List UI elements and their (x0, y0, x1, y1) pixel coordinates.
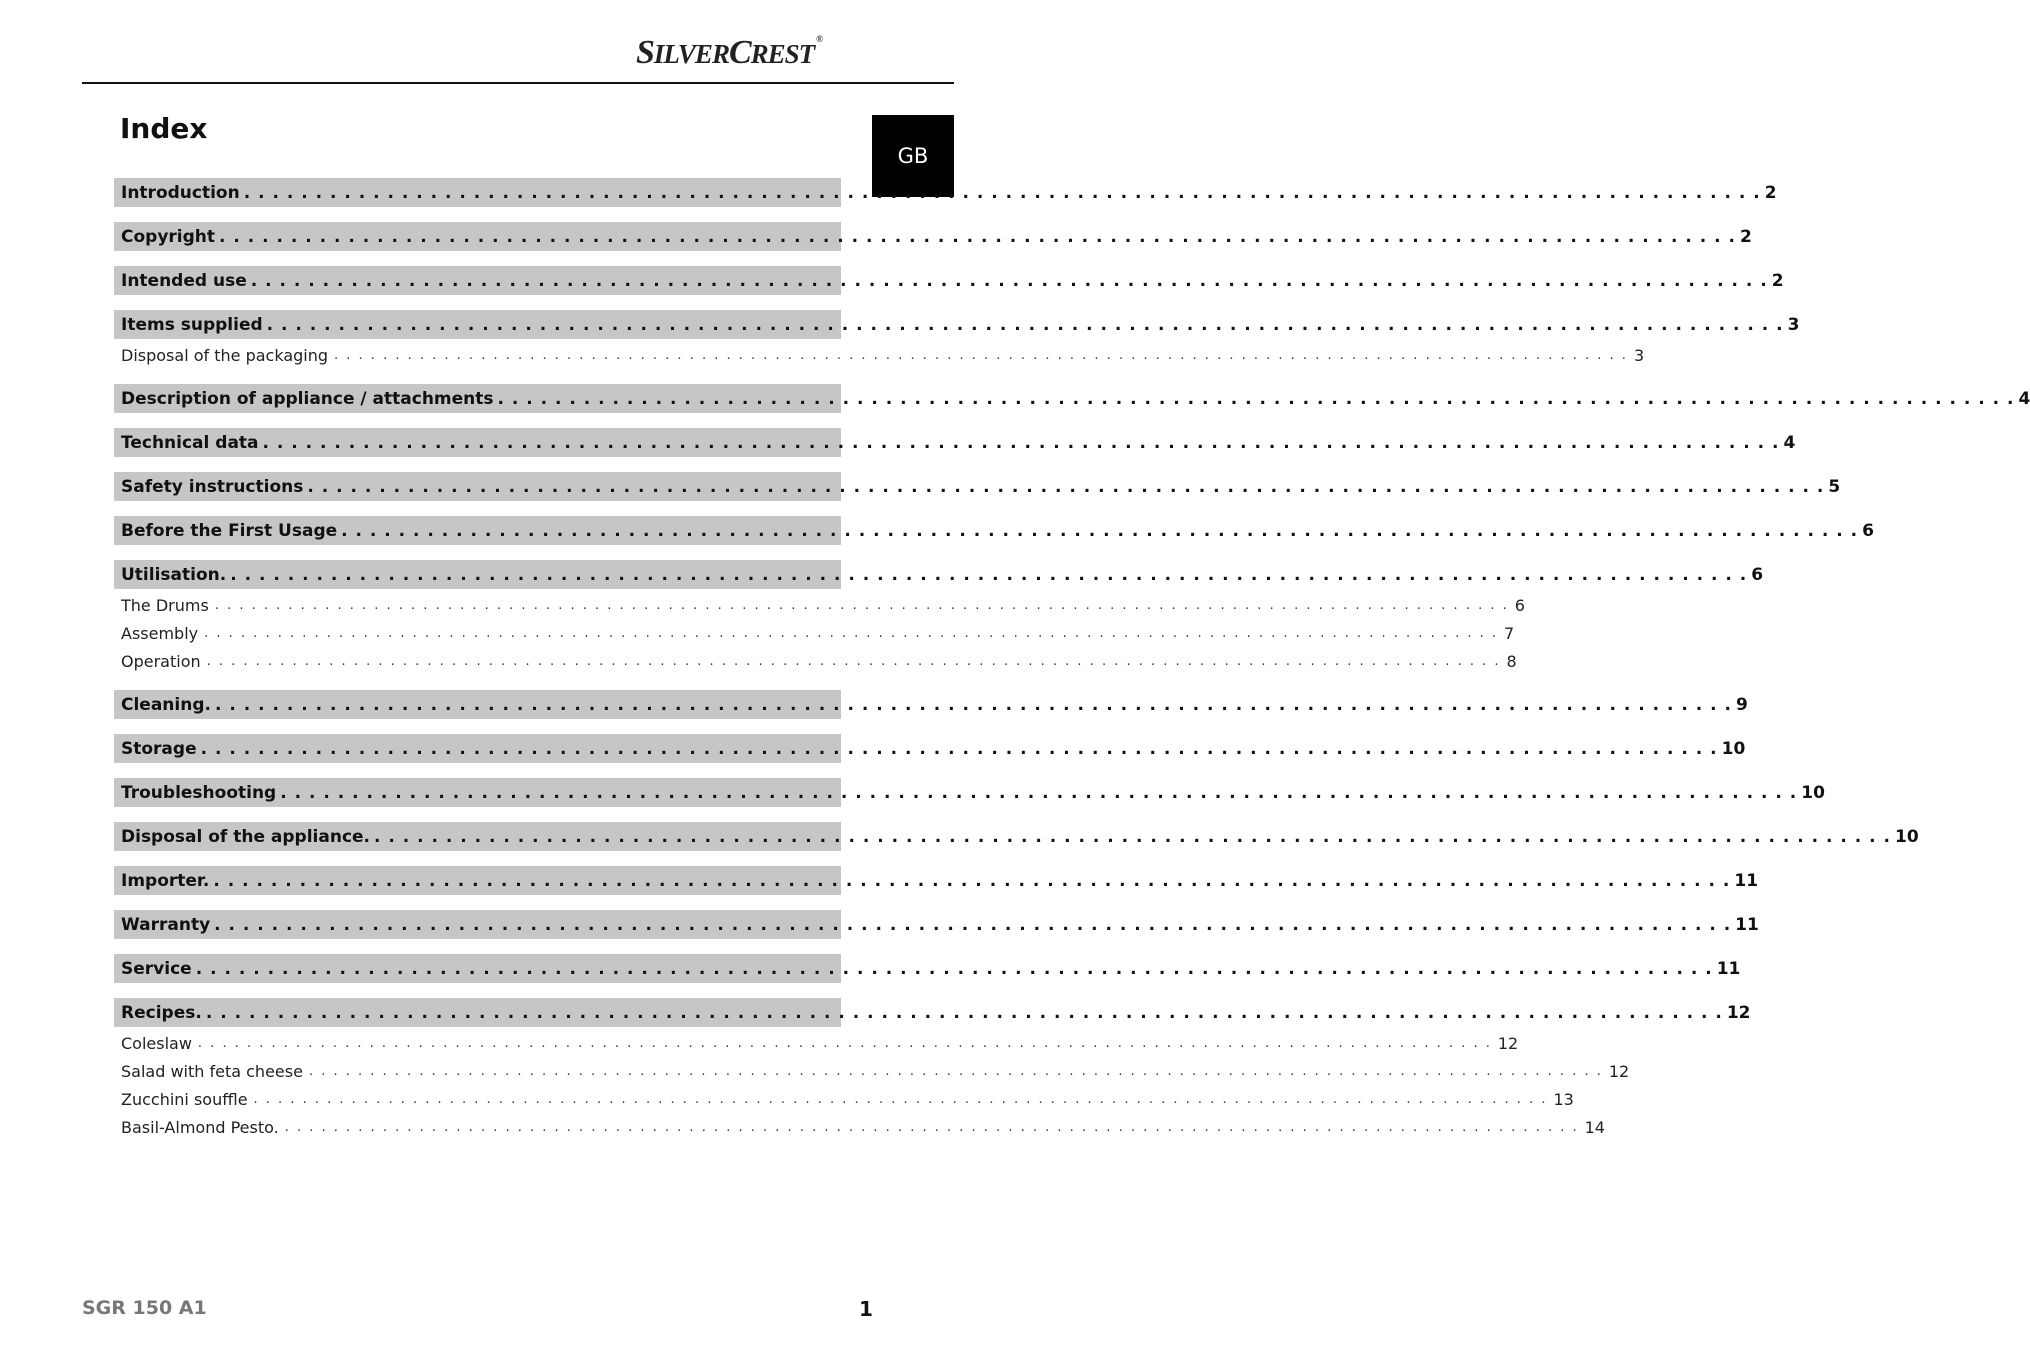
toc-label: Zucchini souffle (121, 1089, 248, 1109)
toc-subsection[interactable] (114, 591, 1525, 619)
dot-leader: . . . . . . . . . . . . . . . . . . . . . . . . . . . . . . . . . . . . . . . . . . . . . . . . . . . . . . . . . . . . . . . . . . . . . . . . . . . . . . . . . . . . . . . . . . . . . . . . . . . . . . . . . . (205, 1002, 1723, 1023)
toc-section[interactable] (114, 428, 1796, 457)
toc-label: Operation (121, 651, 201, 671)
dot-leader: . . . . . . . . . . . . . . . . . . . . . . . . . . . . . . . . . . . . . . . . . . . . . . . . . . . . . . . . . . . . . . . . . . . . . . . . . . . . . . . . . . . . . . . . . . . . . . . . . . . . . . . . . . (374, 826, 1892, 847)
toc-page: 12 (1608, 1061, 1630, 1081)
toc-page: 12 (1726, 1002, 1751, 1023)
toc-subsection[interactable] (114, 1113, 1605, 1141)
toc-page: 2 (1771, 270, 1784, 291)
toc-subsection[interactable] (114, 341, 1645, 369)
toc-section[interactable] (114, 266, 1784, 295)
dot-leader: . . . . . . . . . . . . . . . . . . . . . . . . . . . . . . . . . . . . . . . . . . . . . . . . . . . . . . . . . . . . . . . . . . . . . . . . . . . . . . . . . . . . . . . . . . . . . . . . . . . . . . . . . . (206, 653, 1501, 669)
toc-section[interactable] (114, 734, 1746, 763)
toc-section[interactable] (114, 310, 1800, 339)
toc-label: Technical data (121, 432, 259, 453)
toc-section[interactable] (114, 222, 1752, 251)
toc-label: Disposal of the appliance. (121, 826, 371, 847)
toc-label: Intended use (121, 270, 247, 291)
brand-logo: SILVERCREST ® (636, 34, 822, 71)
toc-section[interactable] (114, 998, 1751, 1027)
toc-page: 11 (1734, 870, 1759, 891)
toc-label: Storage (121, 738, 197, 759)
toc-label: Disposal of the packaging (121, 345, 329, 365)
toc-page: 4 (1783, 432, 1796, 453)
toc-label: Importer. (121, 870, 210, 891)
toc-label: Salad with feta cheese (121, 1061, 303, 1081)
toc-page: 3 (1787, 314, 1800, 335)
toc-label: Service (121, 958, 192, 979)
toc-page: 11 (1716, 958, 1741, 979)
toc-page: 6 (1751, 564, 1764, 585)
toc-page: 11 (1735, 914, 1759, 935)
toc-page: 12 (1497, 1033, 1519, 1053)
toc-page: 4 (2018, 388, 2030, 409)
table-of-contents (114, 178, 2030, 1141)
toc-page: 10 (1895, 826, 1919, 847)
toc-section[interactable] (114, 516, 1874, 545)
dot-leader: . . . . . . . . . . . . . . . . . . . . . . . . . . . . . . . . . . . . . . . . . . . . . . . . . . . . . . . . . . . . . . . . . . . . . . . . . . . . . . . . . . . . . . . . . . . . . . . . . . . . . . . . . . (243, 182, 1761, 203)
toc-label: Utilisation. (121, 564, 227, 585)
toc-section[interactable] (114, 866, 1759, 895)
toc-page: 9 (1735, 694, 1748, 715)
page-title: Index (120, 112, 208, 145)
dot-leader: . . . . . . . . . . . . . . . . . . . . . . . . . . . . . . . . . . . . . . . . . . . . . . . . . . . . . . . . . . . . . . . . . . . . . . . . . . . . . . . . . . . . . . . . . . . . . . . . . . . . . . . . . . (341, 520, 1859, 541)
toc-subsection[interactable] (114, 1057, 1630, 1085)
dot-leader: . . . . . . . . . . . . . . . . . . . . . . . . . . . . . . . . . . . . . . . . . . . . . . . . . . . . . . . . . . . . . . . . . . . . . . . . . . . . . . . . . . . . . . . . . . . . . . . . . . . . . . . . . . (284, 1119, 1579, 1135)
dot-leader: . . . . . . . . . . . . . . . . . . . . . . . . . . . . . . . . . . . . . . . . . . . . . . . . . . . . . . . . . . . . . . . . . . . . . . . . . . . . . . . . . . . . . . . . . . . . . . . . . . . . . . . . . . (197, 1035, 1492, 1051)
dot-leader: . . . . . . . . . . . . . . . . . . . . . . . . . . . . . . . . . . . . . . . . . . . . . . . . . . . . . . . . . . . . . . . . . . . . . . . . . . . . . . . . . . . . . . . . . . . . . . . . . . . . . . . . . . (497, 388, 2015, 409)
toc-label: Assembly (121, 623, 199, 643)
dot-leader: . . . . . . . . . . . . . . . . . . . . . . . . . . . . . . . . . . . . . . . . . . . . . . . . . . . . . . . . . . . . . . . . . . . . . . . . . . . . . . . . . . . . . . . . . . . . . . . . . . . . . . . . . . (334, 347, 1628, 363)
model-number: SGR 150 A1 (82, 1297, 207, 1319)
dot-leader: . . . . . . . . . . . . . . . . . . . . . . . . . . . . . . . . . . . . . . . . . . . . . . . . . . . . . . . . . . . . . . . . . . . . . . . . . . . . . . . . . . . . . . . . . . . . . . . . . . . . . . . . . . (280, 782, 1798, 803)
language-label: GB (897, 144, 929, 168)
toc-subsection[interactable] (114, 647, 1517, 675)
toc-page: 2 (1740, 226, 1752, 247)
dot-leader: . . . . . . . . . . . . . . . . . . . . . . . . . . . . . . . . . . . . . . . . . . . . . . . . . . . . . . . . . . . . . . . . . . . . . . . . . . . . . . . . . . . . . . . . . . . . . . . . . . . . . . . . . . (307, 476, 1825, 497)
toc-label: Coleslaw (121, 1033, 192, 1053)
toc-page: 3 (1633, 345, 1645, 365)
dot-leader: . . . . . . . . . . . . . . . . . . . . . . . . . . . . . . . . . . . . . . . . . . . . . . . . . . . . . . . . . . . . . . . . . . . . . . . . . . . . . . . . . . . . . . . . . . . . . . . . . . . . . . . . . . (214, 914, 1732, 935)
dot-leader: . . . . . . . . . . . . . . . . . . . . . . . . . . . . . . . . . . . . . . . . . . . . . . . . . . . . . . . . . . . . . . . . . . . . . . . . . . . . . . . . . . . . . . . . . . . . . . . . . . . . . . . . . . (230, 564, 1748, 585)
toc-page: 14 (1584, 1117, 1605, 1137)
toc-label: Safety instructions (121, 476, 304, 497)
dot-leader: . . . . . . . . . . . . . . . . . . . . . . . . . . . . . . . . . . . . . . . . . . . . . . . . . . . . . . . . . . . . . . . . . . . . . . . . . . . . . . . . . . . . . . . . . . . . . . . . . . . . . . . . . . (195, 958, 1713, 979)
toc-page: 13 (1553, 1089, 1574, 1109)
toc-section[interactable] (114, 822, 1919, 851)
toc-page: 10 (1721, 738, 1746, 759)
dot-leader: . . . . . . . . . . . . . . . . . . . . . . . . . . . . . . . . . . . . . . . . . . . . . . . . . . . . . . . . . . . . . . . . . . . . . . . . . . . . . . . . . . . . . . . . . . . . . . . . . . . . . . . . . . (262, 432, 1780, 453)
toc-label: Items supplied (121, 314, 263, 335)
page-number: 1 (859, 1297, 873, 1321)
dot-leader: . . . . . . . . . . . . . . . . . . . . . . . . . . . . . . . . . . . . . . . . . . . . . . . . . . . . . . . . . . . . . . . . . . . . . . . . . . . . . . . . . . . . . . . . . . . . . . . . . . . . . . . . . . (219, 226, 1737, 247)
toc-section[interactable] (114, 690, 1748, 719)
toc-page: 10 (1801, 782, 1825, 803)
toc-label: The Drums (121, 595, 209, 615)
toc-page: 2 (1764, 182, 1777, 203)
dot-leader: . . . . . . . . . . . . . . . . . . . . . . . . . . . . . . . . . . . . . . . . . . . . . . . . . . . . . . . . . . . . . . . . . . . . . . . . . . . . . . . . . . . . . . . . . . . . . . . . . . . . . . . . . . (250, 270, 1768, 291)
dot-leader: . . . . . . . . . . . . . . . . . . . . . . . . . . . . . . . . . . . . . . . . . . . . . . . . . . . . . . . . . . . . . . . . . . . . . . . . . . . . . . . . . . . . . . . . . . . . . . . . . . . . . . . . . . (214, 694, 1732, 715)
dot-leader: . . . . . . . . . . . . . . . . . . . . . . . . . . . . . . . . . . . . . . . . . . . . . . . . . . . . . . . . . . . . . . . . . . . . . . . . . . . . . . . . . . . . . . . . . . . . . . . . . . . . . . . . . . (308, 1063, 1603, 1079)
toc-label: Introduction (121, 182, 240, 203)
toc-section[interactable] (114, 560, 1764, 589)
dot-leader: . . . . . . . . . . . . . . . . . . . . . . . . . . . . . . . . . . . . . . . . . . . . . . . . . . . . . . . . . . . . . . . . . . . . . . . . . . . . . . . . . . . . . . . . . . . . . . . . . . . . . . . . . . (204, 625, 1499, 641)
toc-section[interactable] (114, 910, 1759, 939)
toc-section[interactable] (114, 384, 2030, 413)
toc-page: 7 (1504, 623, 1515, 643)
toc-label: Recipes. (121, 1002, 202, 1023)
toc-page: 6 (1514, 595, 1525, 615)
toc-page: 5 (1828, 476, 1841, 497)
toc-section[interactable] (114, 472, 1841, 501)
toc-label: Basil-Almond Pesto. (121, 1117, 279, 1137)
toc-section[interactable] (114, 178, 1777, 207)
toc-label: Description of appliance / attachments (121, 388, 494, 409)
toc-subsection[interactable] (114, 1085, 1574, 1113)
toc-label: Troubleshooting (121, 782, 277, 803)
toc-label: Copyright (121, 226, 216, 247)
toc-label: Before the First Usage (121, 520, 338, 541)
toc-subsection[interactable] (114, 619, 1515, 647)
dot-leader: . . . . . . . . . . . . . . . . . . . . . . . . . . . . . . . . . . . . . . . . . . . . . . . . . . . . . . . . . . . . . . . . . . . . . . . . . . . . . . . . . . . . . . . . . . . . . . . . . . . . . . . . . . (266, 314, 1784, 335)
toc-page: 8 (1506, 651, 1517, 671)
header-rule (82, 82, 954, 84)
toc-label: Cleaning. (121, 694, 211, 715)
dot-leader: . . . . . . . . . . . . . . . . . . . . . . . . . . . . . . . . . . . . . . . . . . . . . . . . . . . . . . . . . . . . . . . . . . . . . . . . . . . . . . . . . . . . . . . . . . . . . . . . . . . . . . . . . . (200, 738, 1718, 759)
toc-page: 6 (1862, 520, 1874, 541)
toc-section[interactable] (114, 778, 1825, 807)
dot-leader: . . . . . . . . . . . . . . . . . . . . . . . . . . . . . . . . . . . . . . . . . . . . . . . . . . . . . . . . . . . . . . . . . . . . . . . . . . . . . . . . . . . . . . . . . . . . . . . . . . . . . . . . . . (253, 1091, 1548, 1107)
toc-subsection[interactable] (114, 1029, 1519, 1057)
toc-label: Warranty (121, 914, 211, 935)
dot-leader: . . . . . . . . . . . . . . . . . . . . . . . . . . . . . . . . . . . . . . . . . . . . . . . . . . . . . . . . . . . . . . . . . . . . . . . . . . . . . . . . . . . . . . . . . . . . . . . . . . . . . . . . . . (213, 870, 1731, 891)
toc-section[interactable] (114, 954, 1741, 983)
dot-leader: . . . . . . . . . . . . . . . . . . . . . . . . . . . . . . . . . . . . . . . . . . . . . . . . . . . . . . . . . . . . . . . . . . . . . . . . . . . . . . . . . . . . . . . . . . . . . . . . . . . . . . . . . . (214, 597, 1509, 613)
